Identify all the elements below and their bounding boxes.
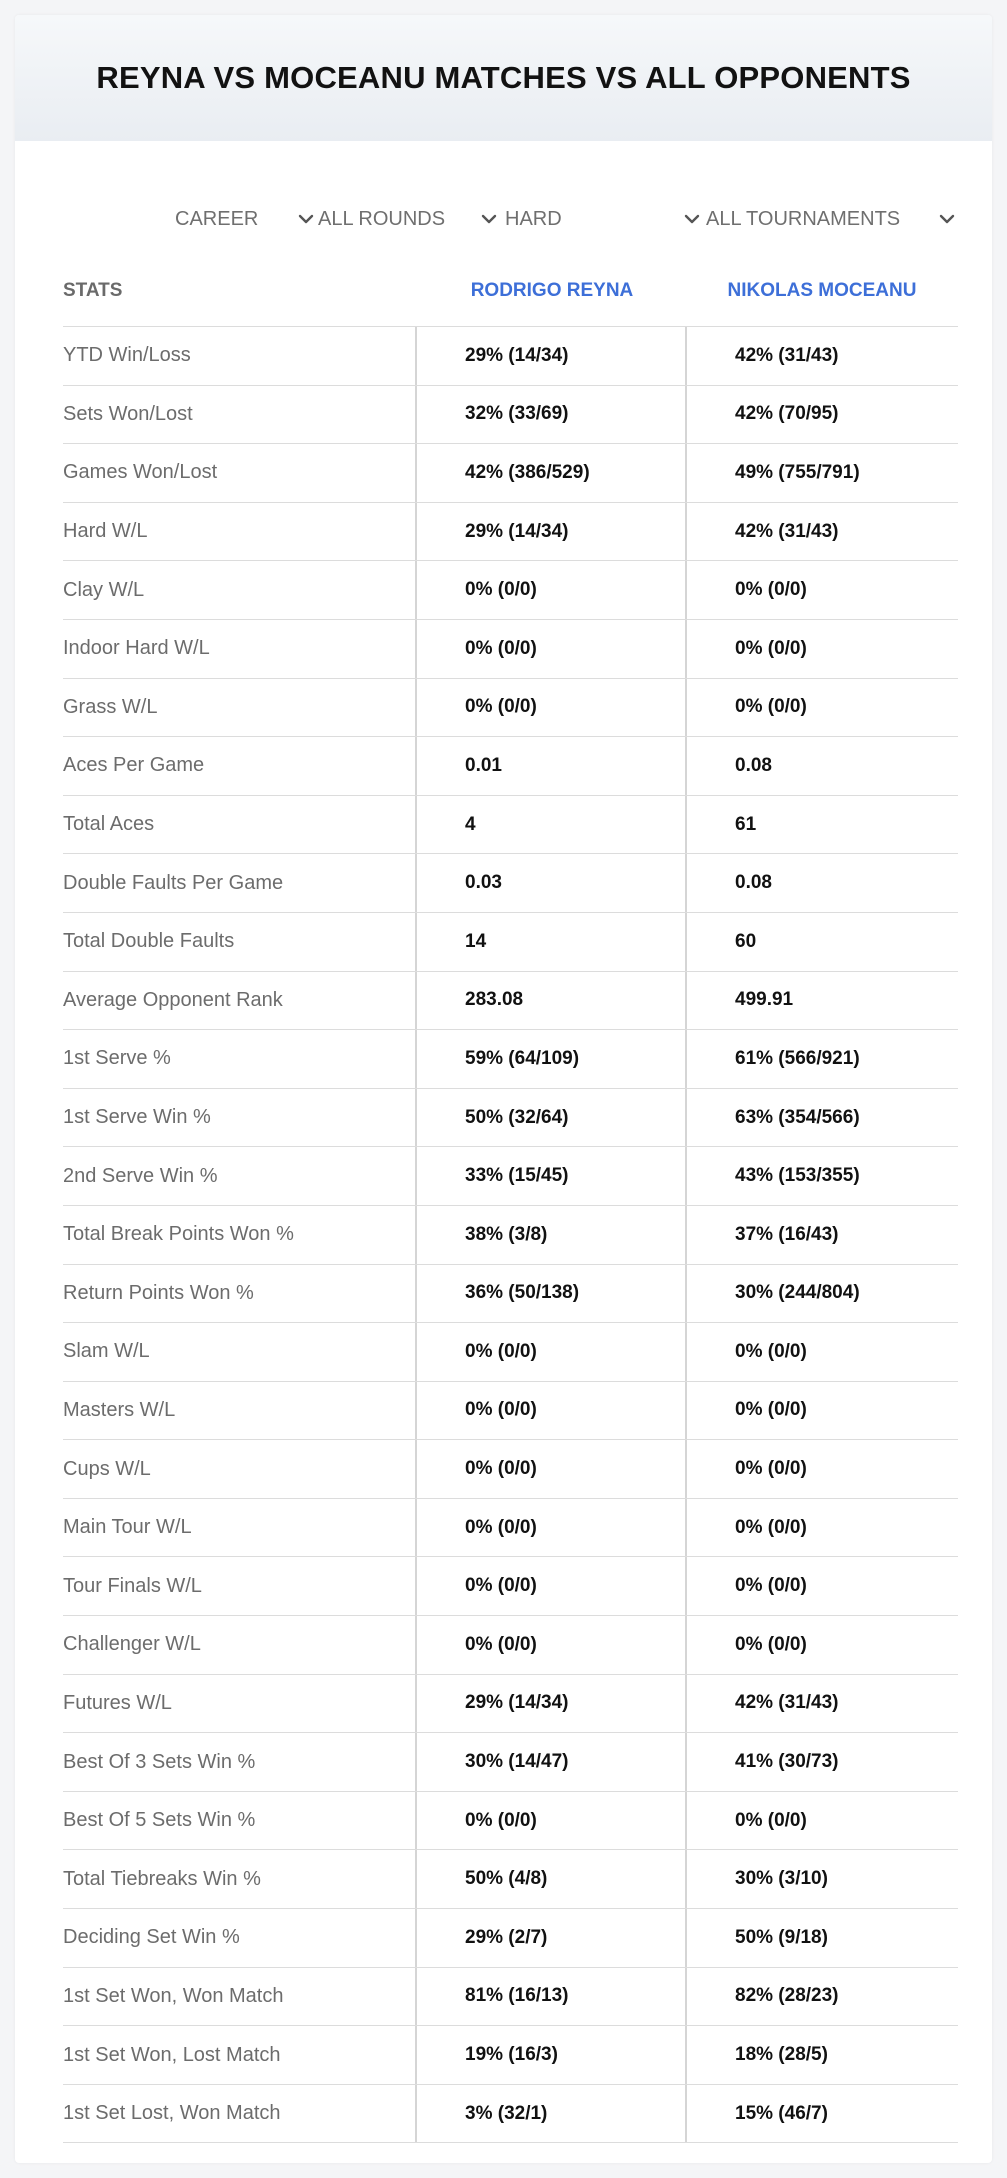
stat-label: 1st Set Won, Won Match	[63, 1984, 284, 2007]
table-row	[63, 737, 958, 796]
stat-label: Average Opponent Rank	[63, 988, 283, 1011]
player1-value: 0.03	[415, 854, 685, 912]
stat-label: Aces Per Game	[63, 754, 205, 777]
player1-value: 81% (16/13)	[415, 1968, 685, 2026]
player1-value: 38% (3/8)	[415, 1206, 685, 1264]
stat-label: Tour Finals W/L	[63, 1574, 202, 1597]
stat-label: 2nd Serve Win %	[63, 1164, 218, 1187]
table-row	[63, 1557, 958, 1616]
player1-value: 0% (0/0)	[415, 679, 685, 737]
table-row	[63, 1206, 958, 1265]
player2-value: 43% (153/355)	[685, 1147, 958, 1205]
table-header	[63, 255, 958, 327]
player1-value: 283.08	[415, 972, 685, 1030]
player1-value: 0% (0/0)	[415, 1499, 685, 1557]
player1-value: 59% (64/109)	[415, 1030, 685, 1088]
stat-label: Best Of 3 Sets Win %	[63, 1750, 256, 1773]
chevron-down-icon	[938, 210, 956, 228]
page-title: REYNA VS MOCEANU MATCHES VS ALL OPPONENTS	[96, 60, 911, 95]
player2-value: 49% (755/791)	[685, 444, 958, 502]
player1-value: 30% (14/47)	[415, 1733, 685, 1791]
player1-value: 42% (386/529)	[415, 444, 685, 502]
player2-value: 0% (0/0)	[685, 1440, 958, 1498]
period-select-value: CAREER	[175, 207, 259, 230]
player2-value: 37% (16/43)	[685, 1206, 958, 1264]
player2-value: 0% (0/0)	[685, 1616, 958, 1674]
table-row	[63, 796, 958, 855]
player1-value: 33% (15/45)	[415, 1147, 685, 1205]
stat-label: 1st Serve Win %	[63, 1106, 211, 1129]
stat-label: Deciding Set Win %	[63, 1926, 240, 1949]
stat-label: Main Tour W/L	[63, 1516, 192, 1539]
player1-value: 0% (0/0)	[415, 1792, 685, 1850]
table-row	[63, 854, 958, 913]
player2-value: 42% (70/95)	[685, 386, 958, 444]
stat-label: 1st Serve %	[63, 1047, 171, 1070]
player1-value: 0% (0/0)	[415, 1323, 685, 1381]
surface-select[interactable]	[505, 191, 701, 247]
player1-value: 29% (2/7)	[415, 1909, 685, 1967]
table-row	[63, 1792, 958, 1851]
player2-value: 50% (9/18)	[685, 1909, 958, 1967]
stat-label: 1st Set Won, Lost Match	[63, 2043, 281, 2066]
chevron-down-icon	[683, 210, 701, 228]
player1-value: 0% (0/0)	[415, 1440, 685, 1498]
rounds-select-value: ALL ROUNDS	[318, 207, 446, 230]
player1-value: 36% (50/138)	[415, 1265, 685, 1323]
stat-label: Grass W/L	[63, 695, 158, 718]
player2-value: 63% (354/566)	[685, 1089, 958, 1147]
stat-label: Futures W/L	[63, 1691, 172, 1714]
player2-value: 0.08	[685, 737, 958, 795]
table-row	[63, 1499, 958, 1558]
player2-value: 60	[685, 913, 958, 971]
table-row	[63, 1850, 958, 1909]
player1-value: 0.01	[415, 737, 685, 795]
stat-label: Total Double Faults	[63, 930, 235, 953]
player2-value: 42% (31/43)	[685, 1675, 958, 1733]
player2-value: 0% (0/0)	[685, 1557, 958, 1615]
stat-label: Slam W/L	[63, 1340, 150, 1363]
player2-value: 0% (0/0)	[685, 679, 958, 737]
chevron-down-icon	[297, 210, 315, 228]
chevron-down-icon	[480, 210, 498, 228]
table-row	[63, 1440, 958, 1499]
player1-value: 19% (16/3)	[415, 2026, 685, 2084]
surface-select-value: HARD	[505, 207, 562, 230]
table-row	[63, 444, 958, 503]
table-row	[63, 1382, 958, 1441]
player1-value: 0% (0/0)	[415, 1616, 685, 1674]
player2-value: 499.91	[685, 972, 958, 1030]
player1-value: 0% (0/0)	[415, 1382, 685, 1440]
player2-link[interactable]: NIKOLAS MOCEANU	[727, 280, 917, 301]
stat-label: Best Of 5 Sets Win %	[63, 1809, 256, 1832]
player1-value: 4	[415, 796, 685, 854]
player1-value: 50% (32/64)	[415, 1089, 685, 1147]
player1-value: 29% (14/34)	[415, 503, 685, 561]
player2-value: 0% (0/0)	[685, 561, 958, 619]
table-row	[63, 1089, 958, 1148]
stat-label: 1st Set Lost, Won Match	[63, 2102, 281, 2125]
player2-value: 18% (28/5)	[685, 2026, 958, 2084]
player1-value: 0% (0/0)	[415, 1557, 685, 1615]
stat-label: Total Break Points Won %	[63, 1223, 294, 1246]
player2-value: 30% (244/804)	[685, 1265, 958, 1323]
stat-label: Clay W/L	[63, 578, 145, 601]
table-row	[63, 1616, 958, 1675]
stat-label: Hard W/L	[63, 520, 148, 543]
player2-value: 42% (31/43)	[685, 327, 958, 385]
stat-label: Sets Won/Lost	[63, 402, 193, 425]
period-select[interactable]	[175, 191, 315, 247]
player2-value: 61	[685, 796, 958, 854]
table-row	[63, 679, 958, 738]
player2-value: 0% (0/0)	[685, 1499, 958, 1557]
stats-column-header: STATS	[63, 280, 123, 301]
player2-value: 0% (0/0)	[685, 1382, 958, 1440]
player1-value: 3% (32/1)	[415, 2085, 685, 2143]
table-row	[63, 327, 958, 386]
player2-value: 42% (31/43)	[685, 503, 958, 561]
stat-label: Games Won/Lost	[63, 461, 218, 484]
player2-value: 0% (0/0)	[685, 1323, 958, 1381]
tournaments-select[interactable]	[706, 191, 956, 247]
player1-value: 50% (4/8)	[415, 1850, 685, 1908]
player2-value: 61% (566/921)	[685, 1030, 958, 1088]
player2-value: 15% (46/7)	[685, 2085, 958, 2143]
table-row	[63, 1030, 958, 1089]
table-row	[63, 1909, 958, 1968]
table-row	[63, 2085, 958, 2144]
rounds-select[interactable]	[318, 191, 498, 247]
table-row	[63, 2026, 958, 2085]
stat-label: Total Tiebreaks Win %	[63, 1867, 261, 1890]
table-row	[63, 1265, 958, 1324]
stat-label: Challenger W/L	[63, 1633, 201, 1656]
table-row	[63, 1733, 958, 1792]
stat-label: Cups W/L	[63, 1457, 151, 1480]
stat-label: Total Aces	[63, 813, 155, 836]
stat-label: YTD Win/Loss	[63, 344, 191, 367]
player2-value: 41% (30/73)	[685, 1733, 958, 1791]
player1-link[interactable]: RODRIGO REYNA	[470, 280, 634, 301]
table-body	[63, 327, 958, 2143]
table-row	[63, 386, 958, 445]
player1-value: 29% (14/34)	[415, 327, 685, 385]
table-row	[63, 1147, 958, 1206]
player2-value: 0.08	[685, 854, 958, 912]
tournaments-select-value: ALL TOURNAMENTS	[706, 207, 901, 230]
player1-value: 29% (14/34)	[415, 1675, 685, 1733]
stat-label: Return Points Won %	[63, 1281, 254, 1304]
table-row	[63, 913, 958, 972]
player1-value: 14	[415, 913, 685, 971]
filter-bar	[15, 191, 992, 247]
table-row	[63, 1968, 958, 2027]
stat-label: Indoor Hard W/L	[63, 637, 210, 660]
player1-value: 0% (0/0)	[415, 620, 685, 678]
table-row	[63, 503, 958, 562]
stat-label: Masters W/L	[63, 1398, 176, 1421]
player2-value: 0% (0/0)	[685, 620, 958, 678]
player1-value: 0% (0/0)	[415, 561, 685, 619]
table-row	[63, 620, 958, 679]
table-row	[63, 561, 958, 620]
player2-value: 82% (28/23)	[685, 1968, 958, 2026]
player1-value: 32% (33/69)	[415, 386, 685, 444]
card-header	[15, 15, 992, 141]
stats-table	[63, 255, 958, 2143]
table-row	[63, 972, 958, 1031]
table-row	[63, 1675, 958, 1734]
player2-value: 0% (0/0)	[685, 1792, 958, 1850]
player2-value: 30% (3/10)	[685, 1850, 958, 1908]
stat-label: Double Faults Per Game	[63, 871, 284, 894]
stats-card	[15, 15, 992, 2163]
table-row	[63, 1323, 958, 1382]
